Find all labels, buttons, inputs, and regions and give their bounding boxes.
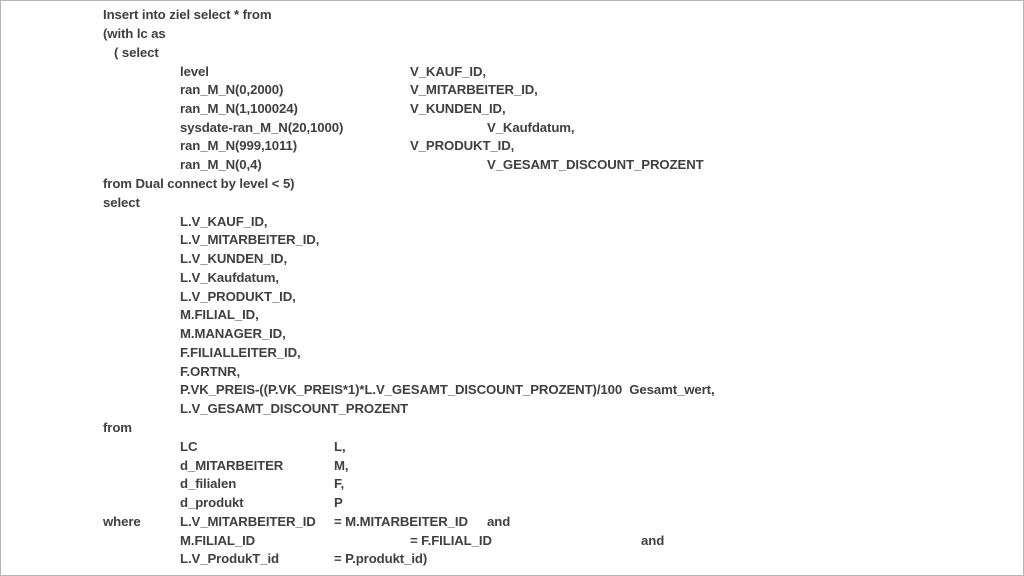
inner-select-expr: ran_M_N(0,4) (180, 157, 262, 172)
where-condition-right: = F.FILIAL_ID (410, 533, 492, 548)
select-column: M.MANAGER_ID, (180, 326, 286, 341)
from-table-alias: P (334, 495, 343, 510)
inner-select-alias: V_Kaufdatum, (487, 120, 575, 135)
sql-with-line: (with lc as (103, 26, 166, 41)
sql-from-keyword: from (103, 420, 132, 435)
inner-select-alias: V_KAUF_ID, (410, 64, 486, 79)
inner-select-expr: ran_M_N(1,100024) (180, 101, 298, 116)
inner-select-alias: V_PRODUKT_ID, (410, 138, 515, 153)
select-column: F.ORTNR, (180, 364, 241, 379)
sql-select-keyword: select (103, 195, 140, 210)
sql-where-keyword: where (103, 514, 141, 529)
inner-select-expr: sysdate-ran_M_N(20,1000) (180, 120, 344, 135)
sql-from-dual-line: from Dual connect by level < 5) (103, 176, 295, 191)
inner-select-alias: V_GESAMT_DISCOUNT_PROZENT (487, 157, 704, 172)
select-column: L.V_MITARBEITER_ID, (180, 232, 320, 247)
from-table-name: d_filialen (180, 476, 237, 491)
inner-select-expr: level (180, 64, 209, 79)
where-condition-left: M.FILIAL_ID (180, 533, 256, 548)
select-column: L.V_KAUF_ID, (180, 214, 268, 229)
inner-select-alias: V_KUNDEN_ID, (410, 101, 506, 116)
select-column: M.FILIAL_ID, (180, 307, 259, 322)
inner-select-expr: ran_M_N(999,1011) (180, 138, 298, 153)
from-table-alias: L, (334, 439, 346, 454)
select-column: F.FILIALLEITER_ID, (180, 345, 301, 360)
where-condition-right: = P.produkt_id) (334, 551, 428, 566)
from-table-name: d_produkt (180, 495, 244, 510)
where-condition-right: = M.MITARBEITER_ID (334, 514, 468, 529)
select-column: P.VK_PREIS-((P.VK_PREIS*1)*L.V_GESAMT_DISCOUNT_PROZENT)/100 Gesamt_wert, (180, 382, 715, 397)
where-condition-left: L.V_ProdukT_id (180, 551, 279, 566)
inner-select-expr: ran_M_N(0,2000) (180, 82, 284, 97)
where-condition-left: L.V_MITARBEITER_ID (180, 514, 316, 529)
sql-open-select-line: ( select (114, 45, 159, 60)
select-column: L.V_PRODUKT_ID, (180, 289, 296, 304)
from-table-name: d_MITARBEITER (180, 458, 284, 473)
from-table-name: LC (180, 439, 198, 454)
where-condition-conjunction: and (487, 514, 511, 529)
inner-select-alias: V_MITARBEITER_ID, (410, 82, 538, 97)
from-table-alias: M, (334, 458, 349, 473)
where-condition-conjunction: and (641, 533, 665, 548)
sql-insert-line: Insert into ziel select * from (103, 7, 272, 22)
from-table-alias: F, (334, 476, 345, 491)
select-column: L.V_GESAMT_DISCOUNT_PROZENT (180, 401, 409, 416)
select-column: L.V_KUNDEN_ID, (180, 251, 288, 266)
select-column: L.V_Kaufdatum, (180, 270, 279, 285)
